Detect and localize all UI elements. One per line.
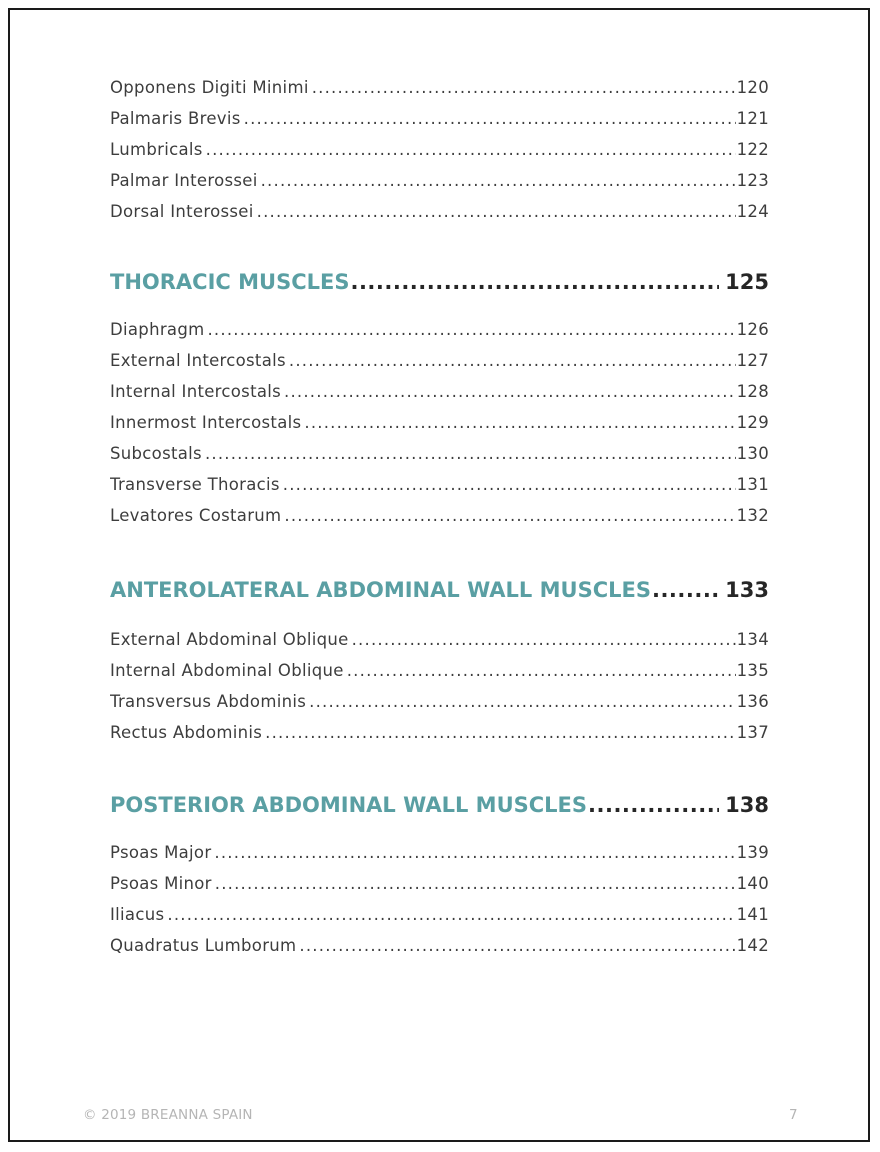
toc-entry-page: 130: [736, 444, 769, 463]
toc-entry-page: 132: [736, 506, 769, 525]
section-title: THORACIC MUSCLES: [110, 270, 350, 294]
toc-group-thoracic: [110, 270, 769, 537]
toc-entry[interactable]: [110, 874, 769, 905]
dot-leader: [215, 874, 736, 893]
toc-entry-page: 120: [736, 78, 769, 97]
toc-entry-title: Psoas Minor: [110, 874, 212, 893]
toc-entry-title: Transversus Abdominis: [110, 692, 307, 711]
toc-entry-title: External Intercostals: [110, 351, 286, 370]
toc-entry-title: Opponens Digiti Minimi: [110, 78, 309, 97]
dot-leader: [347, 661, 736, 680]
toc-entry-title: Rectus Abdominis: [110, 723, 263, 742]
toc-entry-page: 142: [736, 936, 769, 955]
toc-entry-title: Internal Intercostals: [110, 382, 282, 401]
toc-entry[interactable]: [110, 320, 769, 351]
toc-entry-title: Internal Abdominal Oblique: [110, 661, 344, 680]
toc-entry-title: Transverse Thoracis: [110, 475, 280, 494]
toc-entry[interactable]: [110, 630, 769, 661]
toc-entry-title: Palmaris Brevis: [110, 109, 241, 128]
toc-entry-title: External Abdominal Oblique: [110, 630, 349, 649]
dot-leader: [284, 382, 736, 401]
toc-entry-title: Psoas Major: [110, 843, 212, 862]
toc-entry[interactable]: [110, 905, 769, 936]
toc-entry[interactable]: [110, 382, 769, 413]
footer-copyright: © 2019 BREANNA SPAIN: [83, 1107, 253, 1123]
section-page: 138: [725, 793, 769, 817]
toc-entry[interactable]: [110, 936, 769, 967]
dot-leader: [205, 444, 736, 463]
toc-entry[interactable]: [110, 506, 769, 537]
toc-entry[interactable]: [110, 723, 769, 754]
toc-entry-page: 135: [736, 661, 769, 680]
dot-leader: [283, 475, 736, 494]
dot-leader: [309, 692, 735, 711]
toc-entry-title: Subcostals: [110, 444, 202, 463]
toc-entry-page: 131: [736, 475, 769, 494]
toc-entry-page: 127: [736, 351, 769, 370]
dot-leader: [207, 320, 735, 339]
toc-entry-title: Dorsal Interossei: [110, 202, 254, 221]
toc-entry[interactable]: [110, 843, 769, 874]
dot-leader: [350, 270, 719, 294]
dot-leader: [299, 936, 735, 955]
toc-entry-title: Levatores Costarum: [110, 506, 282, 525]
toc-entry[interactable]: [110, 109, 769, 140]
toc-entry-page: 121: [736, 109, 769, 128]
toc-entry[interactable]: [110, 444, 769, 475]
toc-entry-page: 136: [736, 692, 769, 711]
toc-entry-page: 139: [736, 843, 769, 862]
footer-page-number: 7: [789, 1107, 798, 1123]
dot-leader: [214, 843, 735, 862]
toc-entry[interactable]: [110, 78, 769, 109]
toc-entry[interactable]: [110, 692, 769, 723]
toc-entry[interactable]: [110, 351, 769, 382]
toc-entry[interactable]: [110, 661, 769, 692]
toc-entry-page: 141: [736, 905, 769, 924]
dot-leader: [244, 109, 736, 128]
toc-entry-page: 122: [736, 140, 769, 159]
section-page: 133: [725, 578, 769, 602]
toc-entry-title: Lumbricals: [110, 140, 203, 159]
toc-entry-page: 126: [736, 320, 769, 339]
section-title: ANTEROLATERAL ABDOMINAL WALL MUSCLES: [110, 578, 651, 602]
toc-group-posterior: [110, 793, 769, 967]
toc-entry-title: Iliacus: [110, 905, 165, 924]
toc-entry-title: Diaphragm: [110, 320, 205, 339]
dot-leader: [304, 413, 735, 432]
dot-leader: [312, 78, 736, 97]
toc-group-hand: [110, 78, 769, 233]
toc-entry[interactable]: [110, 171, 769, 202]
dot-leader: [284, 506, 735, 525]
dot-leader: [289, 351, 736, 370]
toc-entry[interactable]: [110, 140, 769, 171]
toc-section-heading[interactable]: [110, 270, 769, 310]
toc-entry-page: 128: [736, 382, 769, 401]
dot-leader: [257, 202, 736, 221]
toc-entry-page: 140: [736, 874, 769, 893]
dot-leader: [167, 905, 735, 924]
dot-leader: [261, 171, 736, 190]
dot-leader: [206, 140, 736, 159]
toc-entry-page: 124: [736, 202, 769, 221]
toc-entry[interactable]: [110, 413, 769, 444]
toc-entry[interactable]: [110, 475, 769, 506]
toc-entry-page: 123: [736, 171, 769, 190]
toc-entry-title: Quadratus Lumborum: [110, 936, 297, 955]
toc-entry-title: Palmar Interossei: [110, 171, 258, 190]
dot-leader: [352, 630, 736, 649]
toc-entry[interactable]: [110, 202, 769, 233]
dot-leader: [652, 578, 719, 602]
dot-leader: [265, 723, 735, 742]
toc-entry-page: 129: [736, 413, 769, 432]
toc-entry-page: 134: [736, 630, 769, 649]
toc-section-heading[interactable]: [110, 793, 769, 833]
toc-group-anterolateral: [110, 578, 769, 754]
toc-entry-title: Innermost Intercostals: [110, 413, 302, 432]
dot-leader: [588, 793, 719, 817]
section-page: 125: [725, 270, 769, 294]
toc-entry-page: 137: [736, 723, 769, 742]
section-title: POSTERIOR ABDOMINAL WALL MUSCLES: [110, 793, 588, 817]
toc-section-heading[interactable]: [110, 578, 769, 618]
